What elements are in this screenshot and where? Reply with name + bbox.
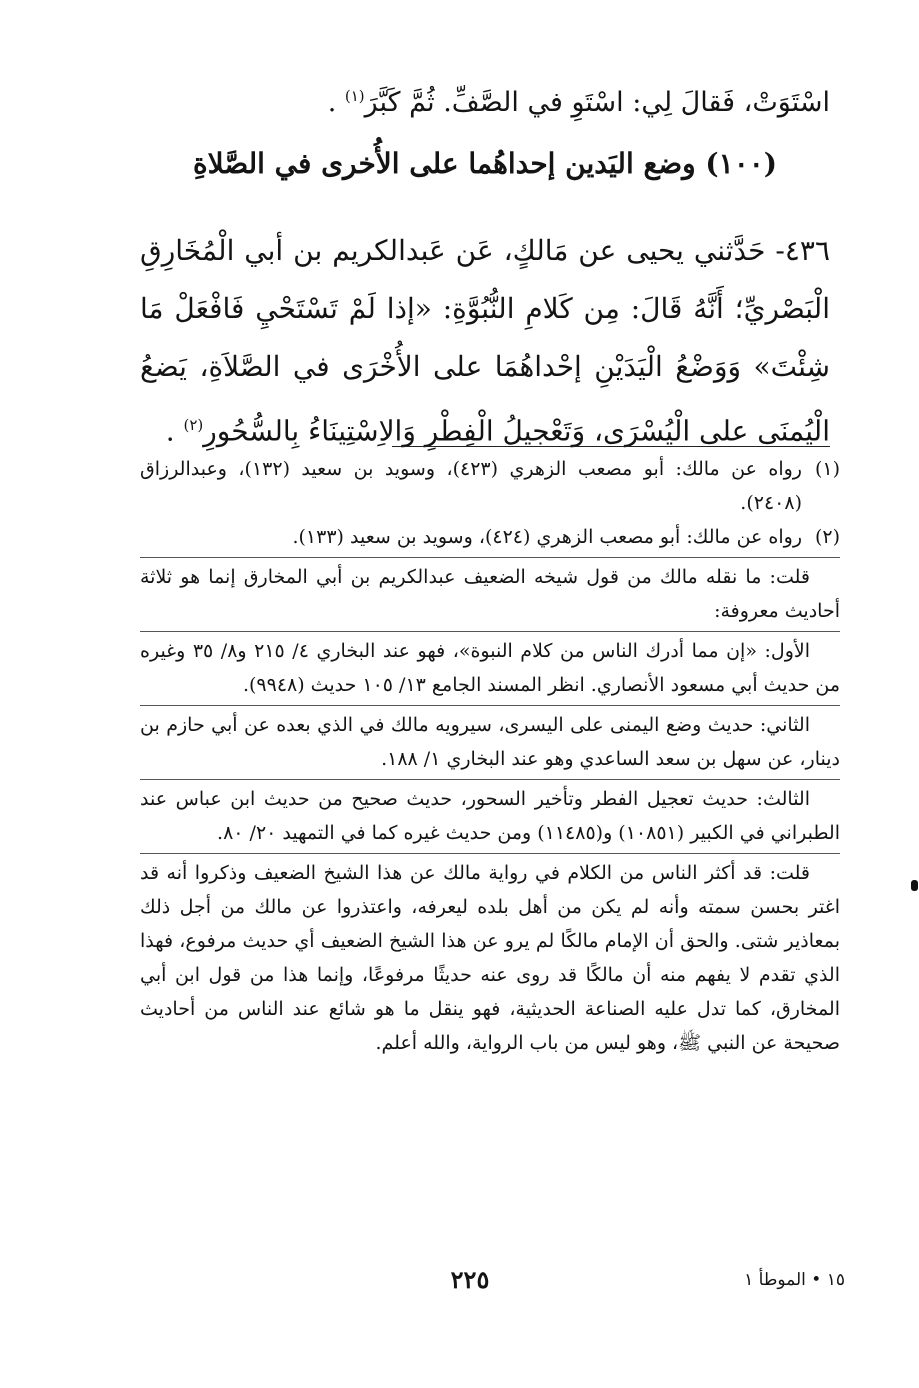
- footnote-2: [140, 520, 840, 554]
- hadith-text: ٤٣٦- حَدَّثني يحيى عن مَالكٍ، عَن عَبدالكريم بن أبي الْمُخَارِقِ الْبَصْريِّ؛ أَنَّهُ قَالَ: مِن كَلامِ النُّبُوَّةِ: «إذا لَمْ تَسْتَحْيِ فَافْعَلْ مَا شِئْتَ» وَوَضْعُ الْيَدَيْنِ إحْداهُمَا على الأُخْرَى في الصَّلاَةِ، يَضعُ الْيُمنَى على الْيُسْرَى، وَتَعْجيلُ الْفِطْرِ وَالاِسْتِينَاءُ بِالسُّحُورِ: [140, 234, 830, 448]
- page-number: ٢٢٥: [450, 1265, 490, 1294]
- footnote-text: رواه عن مالك: أبو مصعب الزهري (٤٢٣)، وسويد بن سعيد (١٣٢)، وعبدالرزاق (٢٤٠٨).: [140, 458, 802, 514]
- commentary-intro: قلت: ما نقله مالك من قول شيخه الضعيف عبدالكريم بن أبي المخارق إنما هو ثلاثة أحاديث معروفة:: [140, 566, 840, 622]
- margin-mark: [911, 880, 918, 891]
- chapter-heading: (١٠٠) وضع اليَدين إحداهُما على الأُخرى في الصَّلاةِ: [192, 147, 778, 180]
- footnote-1: [140, 452, 840, 520]
- footnote-ref-1: (١): [344, 87, 365, 105]
- footnote-separator: [392, 446, 830, 447]
- footnote-number: (٢): [814, 526, 840, 548]
- hadith-paragraph: [140, 222, 830, 460]
- commentary-rule: [140, 557, 840, 558]
- continuation-end: .: [327, 87, 345, 118]
- commentary-rule: [140, 705, 840, 706]
- commentary-rule: [140, 779, 840, 780]
- commentary-third: الثالث: حديث تعجيل الفطر وتأخير السحور، حديث صحيح من حديث ابن عباس عند الطبراني في الكبير (١٠٨٥١) و(١١٤٨٥) ومن حديث غيره كما في التمهيد ٢٠/ ٨٠.: [140, 788, 840, 844]
- commentary-rule: [140, 853, 840, 854]
- commentary-rule: [140, 631, 840, 632]
- commentary-conclusion: قلت: قد أكثر الناس من الكلام في رواية مالك عن هذا الشيخ الضعيف وذكروا أنه قد اغتر بحسن سمته وأنه لم يكن من أهل بلده ليعرفه، واعتذروا عن مالك من أجل ذلك بمعاذير شتى. والحق أن الإمام مالكًا لم يرو عن هذا الشيخ الضعيف أي حديث مرفوع، فهذا الذي تقدم لا يفهم منه أن مالكًا قد روى عنه حديثًا مرفوعًا، وإنما هذا من قول ابن أبي المخارق، كما تدل عليه الصناعة الحديثية، فهو ينقل ما هو شائع عند الناس من أحاديث صحيحة عن النبي ﷺ، وهو ليس من باب الرواية، والله أعلم.: [140, 862, 840, 1054]
- continuation-text: اسْتَوَتْ، فَقالَ لِي: اسْتَوِ في الصَّفِّ. ثُمَّ كَبَّرَ: [364, 87, 830, 118]
- print-signature: ١٥ • الموطأ ١: [744, 1270, 845, 1290]
- footnote-ref-2: (٢): [183, 416, 204, 434]
- commentary-second: الثاني: حديث وضع اليمنى على اليسرى، سيرويه مالك في الذي بعده عن أبي حازم بن دينار، عن سهل بن سعد الساعدي وهو عند البخاري ١/ ١٨٨.: [140, 714, 840, 770]
- footnote-text: رواه عن مالك: أبو مصعب الزهري (٤٢٤)، وسويد بن سعيد (١٣٣).: [292, 526, 802, 548]
- hadith-end: .: [165, 414, 184, 448]
- footnotes-section: [140, 452, 840, 1060]
- commentary-first: الأول: «إن مما أدرك الناس من كلام النبوة»، فهو عند البخاري ٤/ ٢١٥ و٨/ ٣٥ وغيره من حديث أبي مسعود الأنصاري. انظر المسند الجامع ١٣/ ١٠٥ حديث (٩٩٤٨).: [140, 640, 840, 696]
- continuation-line: [140, 72, 830, 127]
- footnote-number: (١): [814, 458, 840, 480]
